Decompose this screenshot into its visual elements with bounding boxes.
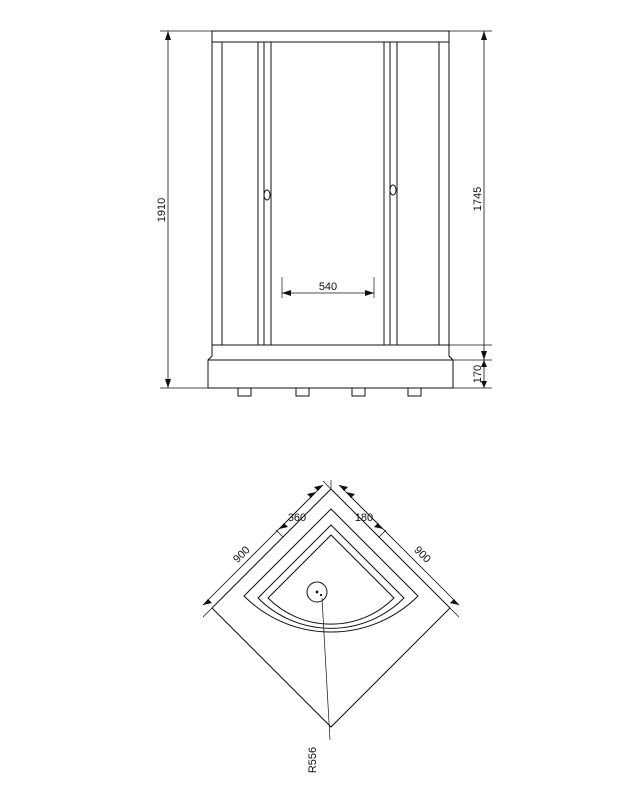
dimension-label-R556: R556 — [307, 746, 319, 774]
elevation-view — [156, 31, 492, 396]
elevation-door-handles — [264, 185, 396, 200]
dimension-label-plan-left-900: 900 — [231, 544, 253, 566]
elevation-door-panels — [258, 42, 397, 345]
dimension-label-1910: 1910 — [156, 197, 168, 223]
dimension-label-180: 180 — [354, 512, 374, 524]
elevation-tray — [208, 345, 453, 396]
plan-view — [203, 480, 459, 773]
elevation-extension-lines — [160, 31, 492, 388]
dimension-label-360: 360 — [287, 512, 307, 524]
dimension-label-540: 540 — [318, 281, 338, 293]
elevation-enclosure-outline — [212, 31, 449, 345]
dimension-label-1745: 1745 — [472, 186, 484, 212]
dimension-label-170: 170 — [472, 364, 484, 384]
plan-tray-outline — [244, 509, 418, 632]
waste-outlet-icon — [307, 582, 327, 602]
dimension-label-plan-right-900: 900 — [411, 544, 433, 566]
